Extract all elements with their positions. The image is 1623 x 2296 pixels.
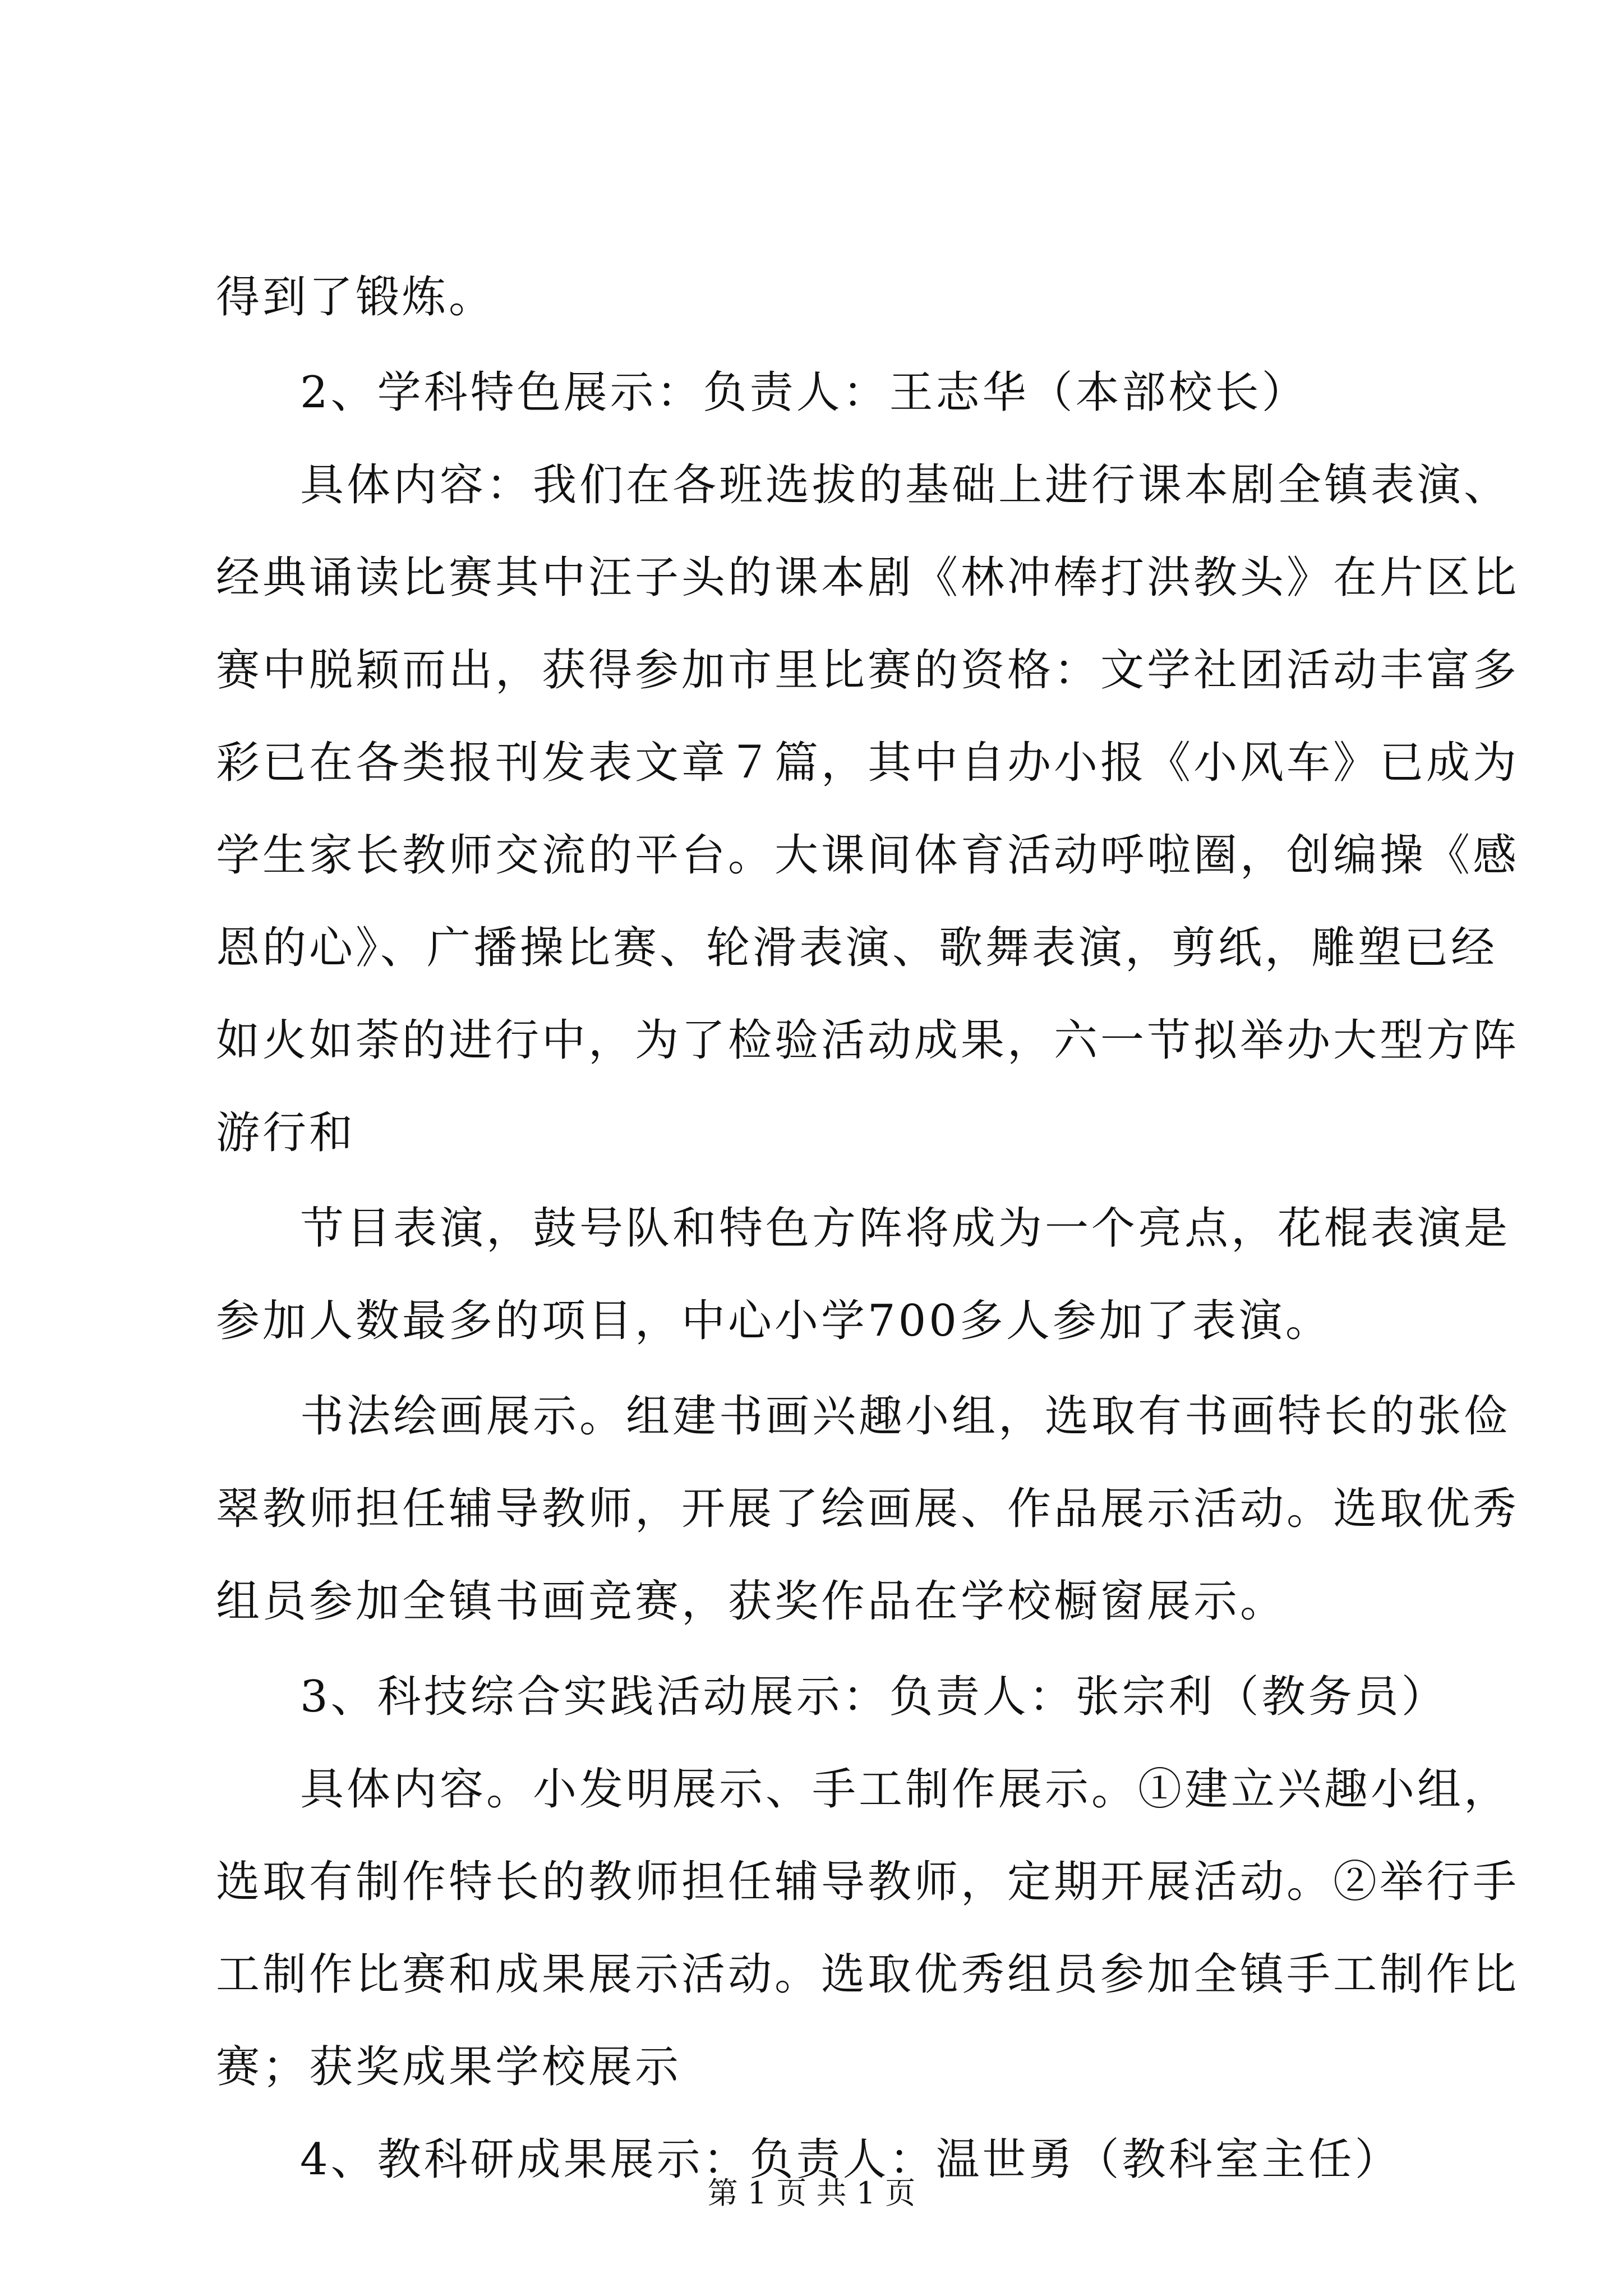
text-line: 节目表演，鼓号队和特色方阵将成为一个亮点，花棍表演是 <box>300 1203 1511 1254</box>
text-line: 选取有制作特长的教师担任辅导教师，定期开展活动。②举行手 <box>216 1857 1520 1907</box>
text-line: 参加人数最多的项目，中心小学700多人参加了表演。 <box>216 1296 1332 1346</box>
section-heading: 2、学科特色展示：负责人：王志华（本部校长） <box>300 367 1308 418</box>
text-line: 翠教师担任辅导教师，开展了绘画展、作品展示活动。选取优秀 <box>216 1484 1520 1534</box>
text-line: 得到了锻炼。 <box>216 272 496 323</box>
text-line: 具体内容：我们在各班选拔的基础上进行课本剧全镇表演、 <box>300 460 1511 510</box>
text-line: 恩的心》、广播操比赛、轮滑表演、歌舞表演，剪纸，雕塑已经 <box>216 923 1498 973</box>
text-line: 工制作比赛和成果展示活动。选取优秀组员参加全镇手工制作比 <box>216 1949 1520 2000</box>
text-line: 组员参加全镇书画竞赛，获奖作品在学校橱窗展示。 <box>216 1576 1287 1627</box>
text-line: 书法绘画展示。组建书画兴趣小组，选取有书画特长的张俭 <box>300 1391 1511 1442</box>
text-line: 学生家长教师交流的平台。大课间体育活动呼啦圈，创编操《感 <box>216 830 1520 881</box>
text-line: 游行和 <box>216 1108 356 1158</box>
section-heading: 3、科技综合实践活动展示：负责人：张宗利（教务员） <box>300 1672 1448 1722</box>
page-number-footer: 第 1 页 共 1 页 <box>707 2175 916 2211</box>
text-line: 赛中脱颖而出，获得参加市里比赛的资格：文学社团活动丰富多 <box>216 645 1520 696</box>
text-line: 具体内容。小发明展示、手工制作展示。①建立兴趣小组， <box>300 1764 1511 1815</box>
text-line: 经典诵读比赛其中汪子头的课本剧《林冲棒打洪教头》在片区比 <box>216 553 1520 603</box>
text-line: 彩已在各类报刊发表文章７篇，其中自办小报《小风车》已成为 <box>216 738 1520 788</box>
text-line: 如火如荼的进行中，为了检验活动成果，六一节拟举办大型方阵 <box>216 1015 1520 1066</box>
text-line: 赛；获奖成果学校展示 <box>216 2042 682 2092</box>
section-heading: 4、教科研成果展示：负责人：温世勇（教科室主任） <box>300 2134 1401 2185</box>
